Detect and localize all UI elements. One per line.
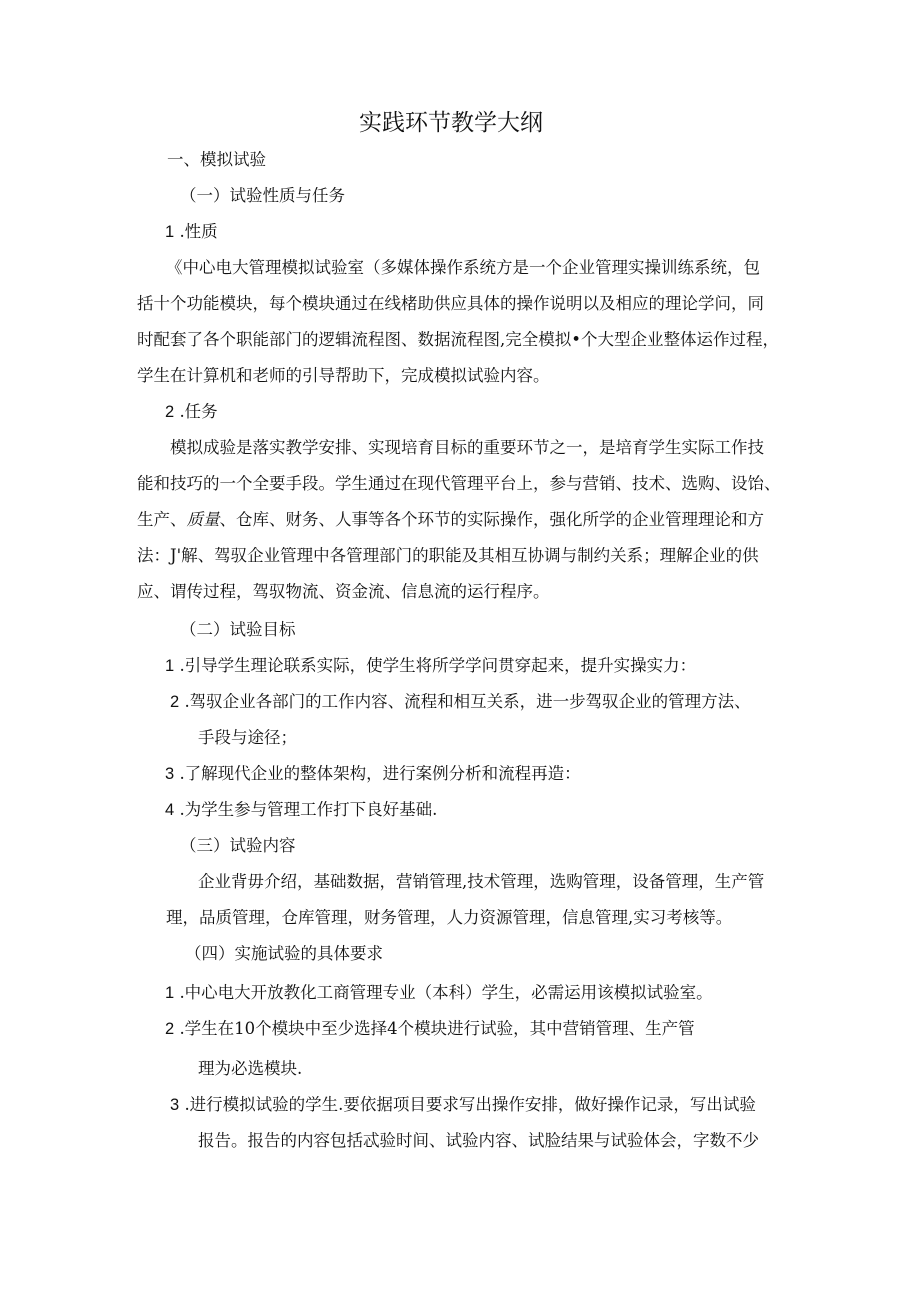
- italic-text-run: 质量: [186, 510, 220, 529]
- item-label: .任务: [179, 402, 218, 421]
- requirement-item: [165, 982, 713, 1004]
- item-number: 2: [165, 403, 175, 421]
- requirement-item: [170, 1094, 756, 1116]
- item-number: 1: [165, 223, 175, 241]
- paragraph-line: 学生在计算机和老师的引导帮助下，完成模拟试验内容。: [137, 366, 550, 385]
- section-heading-simulation: 一、模拟试验: [167, 150, 266, 169]
- requirement-item: [165, 1018, 695, 1040]
- paragraph-line: 企业背毋介绍，基础数据，营销管理,技术管理，选购管理，设备管理，生产管: [198, 872, 765, 891]
- goal-item: [165, 799, 437, 821]
- item-number: 4: [165, 801, 175, 819]
- item-number: 3: [165, 765, 175, 783]
- item-text: .进行模拟试验的学生.要依据项目要求写出操作安排，做好操作记录，写出试验: [184, 1095, 756, 1114]
- requirement-item-continuation: 报告。报告的内容包括忒验时间、试验内容、试脸结果与试验体会，字数不少: [198, 1131, 759, 1150]
- document-title: 实践环节教学大纲: [359, 110, 543, 136]
- text-run: 生产、: [137, 510, 187, 529]
- item-text: .学生在10个模块中至少选择4个模块进行试验，其中营销管理、生产管: [179, 1019, 695, 1038]
- goal-item: [165, 655, 696, 677]
- item-nature: [165, 221, 218, 243]
- requirement-item-continuation: 理为必选模块.: [198, 1059, 303, 1078]
- item-number: 3: [170, 1096, 180, 1114]
- goal-item: [170, 691, 751, 713]
- subsection-heading-content: （三）试验内容: [180, 836, 296, 855]
- item-label: .性质: [179, 222, 218, 241]
- subsection-heading-goals: （二）试验目标: [180, 620, 296, 639]
- subsection-heading-requirements: （四）实施试验的具体要求: [185, 944, 383, 963]
- item-text: .为学生参与管理工作打下良好基础.: [179, 800, 438, 819]
- subsection-heading-nature-task: （一）试验性质与任务: [180, 186, 345, 205]
- text-run: 、仓库、财务、人事等各个环节的实际操作，强化所学的企业管理理论和方: [219, 510, 764, 529]
- paragraph-line: 能和技巧的一个全要手段。学生通过在现代管理平台上，参与营销、技术、选购、设饴、: [137, 474, 781, 493]
- goal-item: [165, 763, 581, 785]
- item-text: .引导学生理论联系实际，使学生将所学学问贯穿起来，提升实操实力：: [179, 656, 697, 675]
- item-text: .驾驭企业各部门的工作内容、流程和相互关系，进一步驾驭企业的管理方法、: [184, 692, 751, 711]
- item-task: [165, 401, 218, 423]
- item-number: 1: [165, 984, 175, 1002]
- paragraph-line: 法：J'解、驾驭企业管理中各管理部门的职能及其相互协调与制约关系；理解企业的供: [137, 546, 759, 565]
- item-number: 1: [165, 657, 175, 675]
- goal-item-continuation: 手段与途径；: [198, 728, 297, 747]
- paragraph-line: 《中心电大管理模拟试验室（多媒体操作系统方是一个企业管理实操训练系统，包: [166, 258, 760, 277]
- item-text: .了解现代企业的整体架构，进行案例分析和流程再造：: [179, 764, 581, 783]
- paragraph-line: [137, 509, 764, 531]
- paragraph-line: 应、谓传过程，驾驭物流、资金流、信息流的运行程序。: [137, 582, 550, 601]
- item-number: 2: [170, 693, 180, 711]
- paragraph-line: 理，品质管理，仓库管理，财务管理，人力资源管理，信息管理,实习考核等。: [166, 908, 733, 927]
- paragraph-line: 时配套了各个职能部门的逻辑流程图、数据流程图,完全模拟•个大型企业整体运作过程，: [137, 330, 779, 349]
- paragraph-line: 括十个功能模块，每个模块通过在线楮助供应具体的操作说明以及相应的理论学问，同: [137, 294, 764, 313]
- item-text: .中心电大开放教化工商管理专业（本科）学生，必需运用该模拟试验室。: [179, 983, 713, 1002]
- item-number: 2: [165, 1020, 175, 1038]
- paragraph-line: 模拟成验是落实教学安排、实现培育目标的重要环节之一，是培育学生实际工作技: [170, 438, 764, 457]
